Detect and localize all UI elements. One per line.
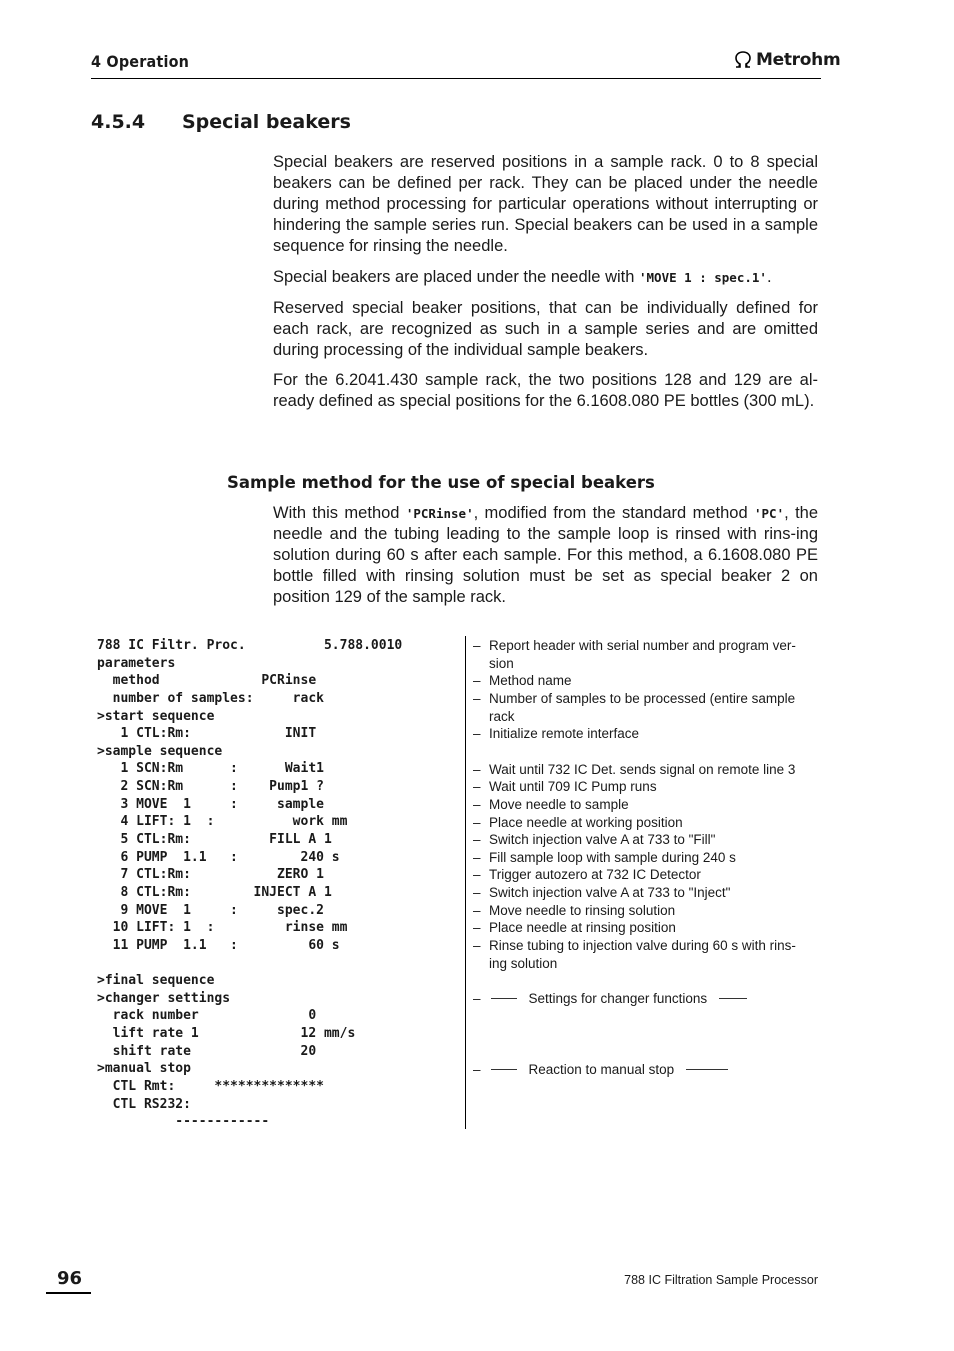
chapter-heading: 4 Operation [91,52,190,71]
note-text: Initialize remote interface [489,726,640,742]
note-line [473,761,818,779]
note-dash: – [473,920,481,936]
intro-paragraph-3: Reserved special beaker positions, that can be individually defined for each rack, are recognized as such in a sample series and are omitted during processing of the individual sample beakers. [273,299,818,359]
note-dash: – [473,1061,481,1077]
method-text-3: , the needle and the tubing leading to the sample loop is rinsed with rins-ing solution during 60 s after each sample. For this method, a 6.1608.080 PE bottle filled with rinsing solution must be set as special beaker 2 on position 129 of the sample rack. [273,504,819,606]
note-text: Switch injection valve A at 733 to "Inject" [489,885,731,901]
footer-product: 788 IC Filtration Sample Processor [624,1273,818,1287]
code-line: 10 LIFT: 1 : rinse mm [97,920,348,936]
code-line: 788 IC Filtr. Proc. 5.788.0010 [97,638,403,653]
note-line [473,655,818,673]
note-text: Place needle at rinsing position [489,920,676,936]
footer-rule [46,1292,91,1294]
section-note [473,990,747,1008]
method-paragraph [273,503,818,608]
note-dash: – [473,902,481,918]
note-dash: – [473,761,481,777]
note-text: Wait until 732 IC Det. sends signal on remote line 3 [489,761,796,777]
intro-paragraph-4: For the 6.2041.430 sample rack, the two positions 128 and 129 are al-ready defined as special positions for the 6.1608.080 PE bottles (300 mL). [273,371,818,410]
note-line [473,849,818,867]
logo-text: Metrohm [756,50,841,70]
method-code-1: 'PCRinse' [405,506,474,521]
header-rule [91,78,821,79]
note-text: Fill sample loop with sample during 240 s [489,849,736,865]
listing-notes [473,637,818,1131]
section-note-text: Settings for changer functions [528,991,708,1007]
code-line: 1 SCN:Rm : Wait1 [97,761,324,777]
rule-right [686,1069,728,1070]
note-line [473,884,818,902]
note-line [473,814,818,832]
code-line: 7 CTL:Rm: ZERO 1 [97,867,324,883]
note-line [473,725,818,743]
note-dash: – [473,867,481,883]
intro-paragraph-1: Special beakers are reserved positions in a sample rack. 0 to 8 special beakers can be defined per rack. They can be placed under the needle during method processing for particular operations without interrupting or hindering the sample series run. Special beakers can be used in a sample sequence for rinsing the needle. [273,153,818,255]
note-text: Place needle at working position [489,814,683,830]
note-dash: – [473,726,481,742]
code-line: parameters [97,655,176,671]
code-line: CTL Rmt: ************** [97,1079,324,1095]
p2-end: . [766,268,772,286]
brand-logo [733,50,840,70]
note-line [473,690,818,708]
note-text: Rinse tubing to injection valve during 60 s with rins- [489,938,796,954]
code-line: 2 SCN:Rm : Pump1 ? [97,779,324,795]
note-line [473,902,818,920]
code-line [97,955,467,973]
note-line [473,937,818,955]
note-line [473,708,818,726]
code-line: method PCRinse [97,673,317,689]
note-line [473,796,818,814]
code-line: ------------ [97,1114,270,1130]
code-line: 5 CTL:Rm: FILL A 1 [97,832,332,848]
code-line: 4 LIFT: 1 : work mm [97,814,348,830]
method-listing [97,637,467,1131]
p2-code: 'MOVE 1 : spec.1' [639,270,767,285]
code-line: 8 CTL:Rm: INJECT A 1 [97,884,332,900]
note-dash: – [473,814,481,830]
note-line [473,637,818,655]
note-line [473,866,818,884]
note-text: rack [489,708,515,724]
note-text: Report header with serial number and program ver- [489,638,796,653]
note-dash: – [473,796,481,812]
note-text: Switch injection valve A at 733 to "Fill" [489,832,716,848]
note-text: Move needle to sample [489,796,629,812]
note-text: Trigger autozero at 732 IC Detector [489,867,701,883]
code-line: >start sequence [97,708,215,724]
section-number: 4.5.4 [91,111,146,133]
section-note [473,1061,728,1079]
code-line: shift rate 20 [97,1043,317,1059]
subsection-heading: Sample method for the use of special beakers [227,473,655,492]
code-line: 9 MOVE 1 : spec.2 [97,902,324,918]
code-line: CTL RS232: [97,1096,191,1112]
method-text-2: , modified from the standard method [473,504,754,522]
code-line: >manual stop [97,1061,191,1077]
code-line: >sample sequence [97,743,223,759]
code-line: 11 PUMP 1.1 : 60 s [97,937,340,953]
code-line: 3 MOVE 1 : sample [97,796,324,812]
note-dash: – [473,938,481,954]
note-dash: – [473,673,481,689]
rule-left [491,1069,517,1070]
note-dash: – [473,991,481,1007]
note-text: Move needle to rinsing solution [489,902,676,918]
method-text-1: With this method [273,504,406,522]
code-line: rack number 0 [97,1008,317,1024]
note-line [473,919,818,937]
rule-left [491,998,517,999]
code-line: 6 PUMP 1.1 : 240 s [97,849,340,865]
note-dash: – [473,885,481,901]
omega-icon [733,51,753,69]
note-dash: – [473,832,481,848]
note-line [473,778,818,796]
code-line: >changer settings [97,990,231,1006]
note-dash: – [473,638,481,653]
section-title: Special beakers [182,111,351,133]
p2-text: Special beakers are placed under the needle with [273,268,639,286]
listing-divider [465,636,466,1129]
code-line: >final sequence [97,973,215,989]
section-note-text: Reaction to manual stop [528,1061,675,1077]
code-line: 1 CTL:Rm: INIT [97,726,317,742]
note-text: Wait until 709 IC Pump runs [489,779,657,795]
rule-right [719,998,747,999]
code-line: number of samples: rack [97,690,324,706]
code-line: lift rate 1 12 mm/s [97,1026,356,1042]
page-number: 96 [57,1268,83,1289]
note-line [473,672,818,690]
note-text: Method name [489,673,572,689]
intro-paragraph-2 [273,267,818,288]
note-dash: – [473,690,481,706]
note-text: sion [489,655,514,671]
note-text: ing solution [489,955,558,971]
note-text: Number of samples to be processed (entire sample [489,690,796,706]
note-line [473,955,818,973]
note-dash: – [473,779,481,795]
note-line [473,831,818,849]
note-dash: – [473,849,481,865]
method-code-2: 'PC' [754,506,785,521]
